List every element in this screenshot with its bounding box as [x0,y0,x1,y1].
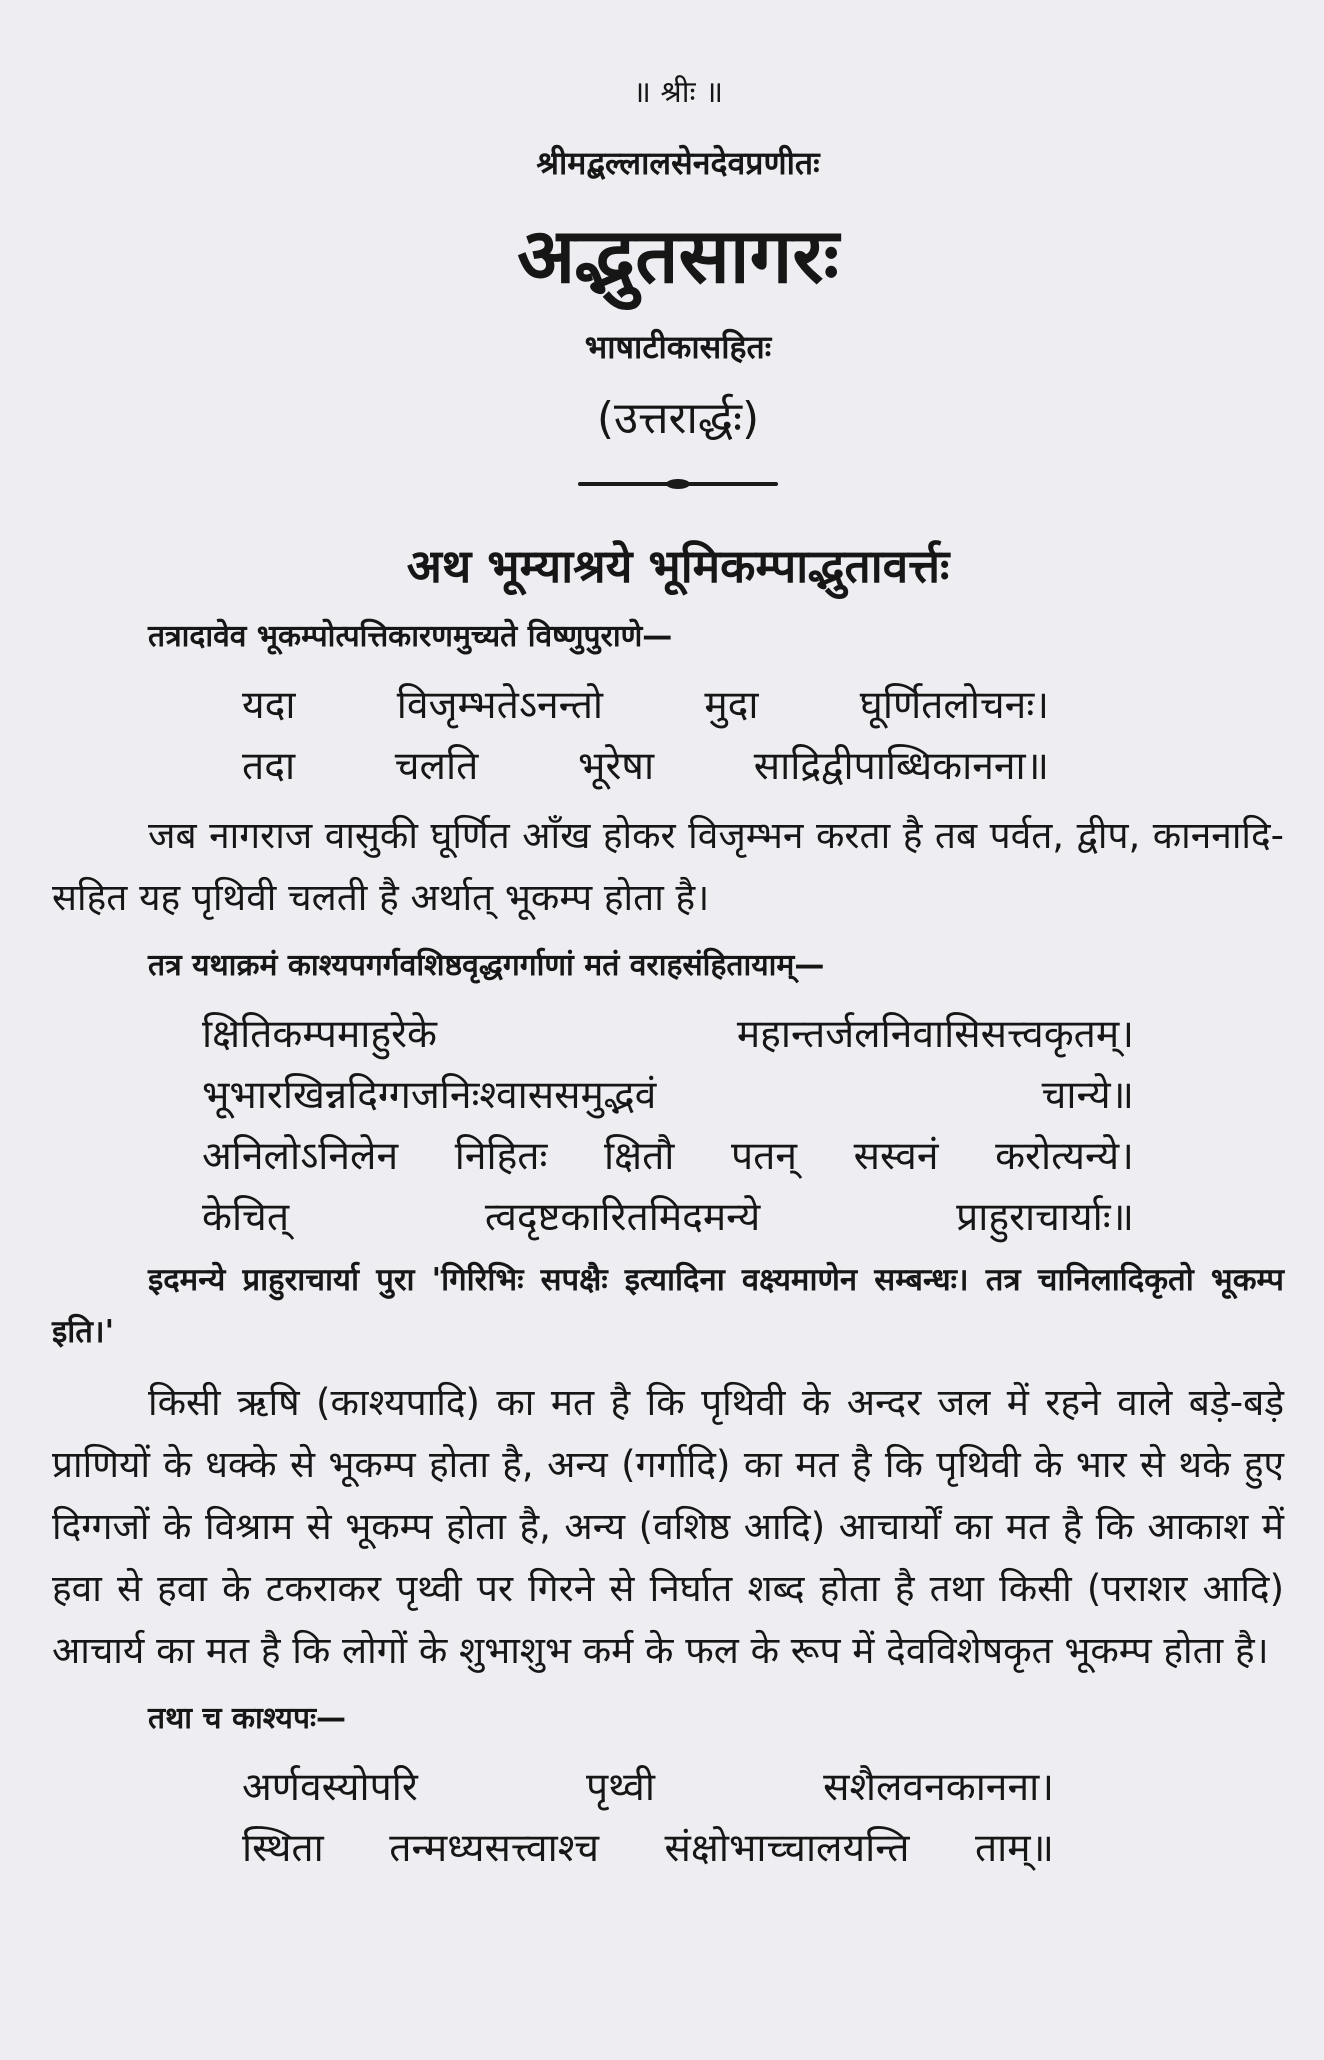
section2-commentary: इदमन्ये प्राहुराचार्या पुरा 'गिरिभिः सपक्षैः इत्यादिना वक्ष्यमाणेन सम्बन्धः। तत्र चानिलादिकृतो भूकम्प इति।' [52,1262,1284,1351]
verse-line [52,1759,1284,1812]
verse-word: क्षितौ [604,1134,675,1180]
verse-word: भूभारखिन्नदिग्गजनिःश्वाससमुद्भवं [202,1073,657,1119]
verse-word: चलति [394,744,479,790]
section2-intro: तत्र यथाक्रमं काश्यपगर्गवशिष्ठवृद्धगर्गाणां मतं वराहसंहितायाम्— [148,948,825,984]
verse-word: स्थिता [242,1826,324,1872]
verse-line [52,1128,1284,1181]
verse-line [52,1820,1284,1873]
verse-line [52,738,1284,791]
verse-line [52,1006,1284,1059]
verse-word: प्राहुराचार्याः॥ [956,1195,1134,1241]
verse-word: मुदा [704,683,759,729]
verse-word: पतन् [731,1134,798,1180]
verse-word: घूर्णितलोचनः। [859,683,1049,729]
section2-translation: किसी ऋषि (काश्यपादि) का मत है कि पृथिवी के अन्दर जल में रहने वाले बड़े-बड़े प्राणियों के धक्के से भूकम्प होता है, अन्य (गर्गादि) का मत है कि पृथिवी के भार से थके हुए दिग्गजों के विश्राम से भूकम्प होता है, अन्य (वशिष्ठ आदि) आचार्यों का मत है कि आकाश में हवा से हवा के टकराकर पृथ्वी पर गिरने से निर्घात शब्द होता है तथा किसी (पराशर आदि) आचार्य का मत है कि लोगों के शुभाशुभ कर्म के फल के रूप में देवविशेषकृत भूकम्प होता है। [52,1381,1284,1673]
divider-line [578,482,778,486]
verse-word: विजृम्भतेऽनन्तो [396,683,604,729]
verse-word: सस्वनं [853,1134,939,1180]
verse-word: अर्णवस्योपरि [242,1765,418,1811]
verse-word: तदा [242,744,296,790]
invocation: ॥ श्रीः ॥ [632,75,724,110]
book-title: अद्भुतसागरः [517,211,839,300]
verse-line [52,1189,1284,1242]
verse-word: पृथ्वी [585,1765,655,1811]
verse-word: त्वदृष्टकारितमिदमन्ये [484,1195,761,1241]
verse-word: तन्मध्यसत्त्वाश्च [389,1826,600,1872]
verse-word: केचित् [202,1195,290,1241]
verse-word: साद्रिद्वीपाब्धिकानना॥ [753,744,1049,790]
verse-line [52,677,1284,730]
verse-word: सशैलवनकानना। [823,1765,1054,1811]
verse-word: निहितः [454,1134,548,1180]
verse-word: करोत्यन्ये। [995,1134,1134,1180]
verse-word: यदा [242,683,296,729]
author-line: श्रीमद्बल्लालसेनदेवप्रणीतः [536,144,820,182]
verse-word: चान्ये॥ [1041,1073,1134,1119]
section3-intro: तथा च काश्यपः— [148,1701,347,1737]
section1-intro: तत्रादावेव भूकम्पोत्पत्तिकारणमुच्यते विष्णुपुराणे— [148,619,673,655]
chapter-heading: अथ भूम्याश्रये भूमिकम्पाद्भुतावर्त्तः [406,539,950,594]
verse-line [52,1067,1284,1120]
verse-word: अनिलोऽनिलेन [202,1134,399,1180]
section1-translation: जब नागराज वासुकी घूर्णित आँख होकर विजृम्भन करता है तब पर्वत, द्वीप, काननादि-सहित यह पृथिवी चलती है अर्थात् भूकम्प होता है। [52,814,1284,920]
verse-word: संक्षोभाच्चालयन्ति [664,1826,910,1872]
ornamental-divider [52,482,1284,486]
verse-word: महान्तर्जलनिवासिसत्त्वकृतम्। [736,1012,1134,1058]
verse-word: ताम्॥ [974,1826,1054,1872]
verse-word: भूरेषा [578,744,655,790]
verse-word: क्षितिकम्पमाहुरेके [202,1012,437,1058]
part-label: (उत्तरार्द्धः) [596,393,760,445]
book-subtitle: भाषाटीकासहितः [584,328,772,367]
